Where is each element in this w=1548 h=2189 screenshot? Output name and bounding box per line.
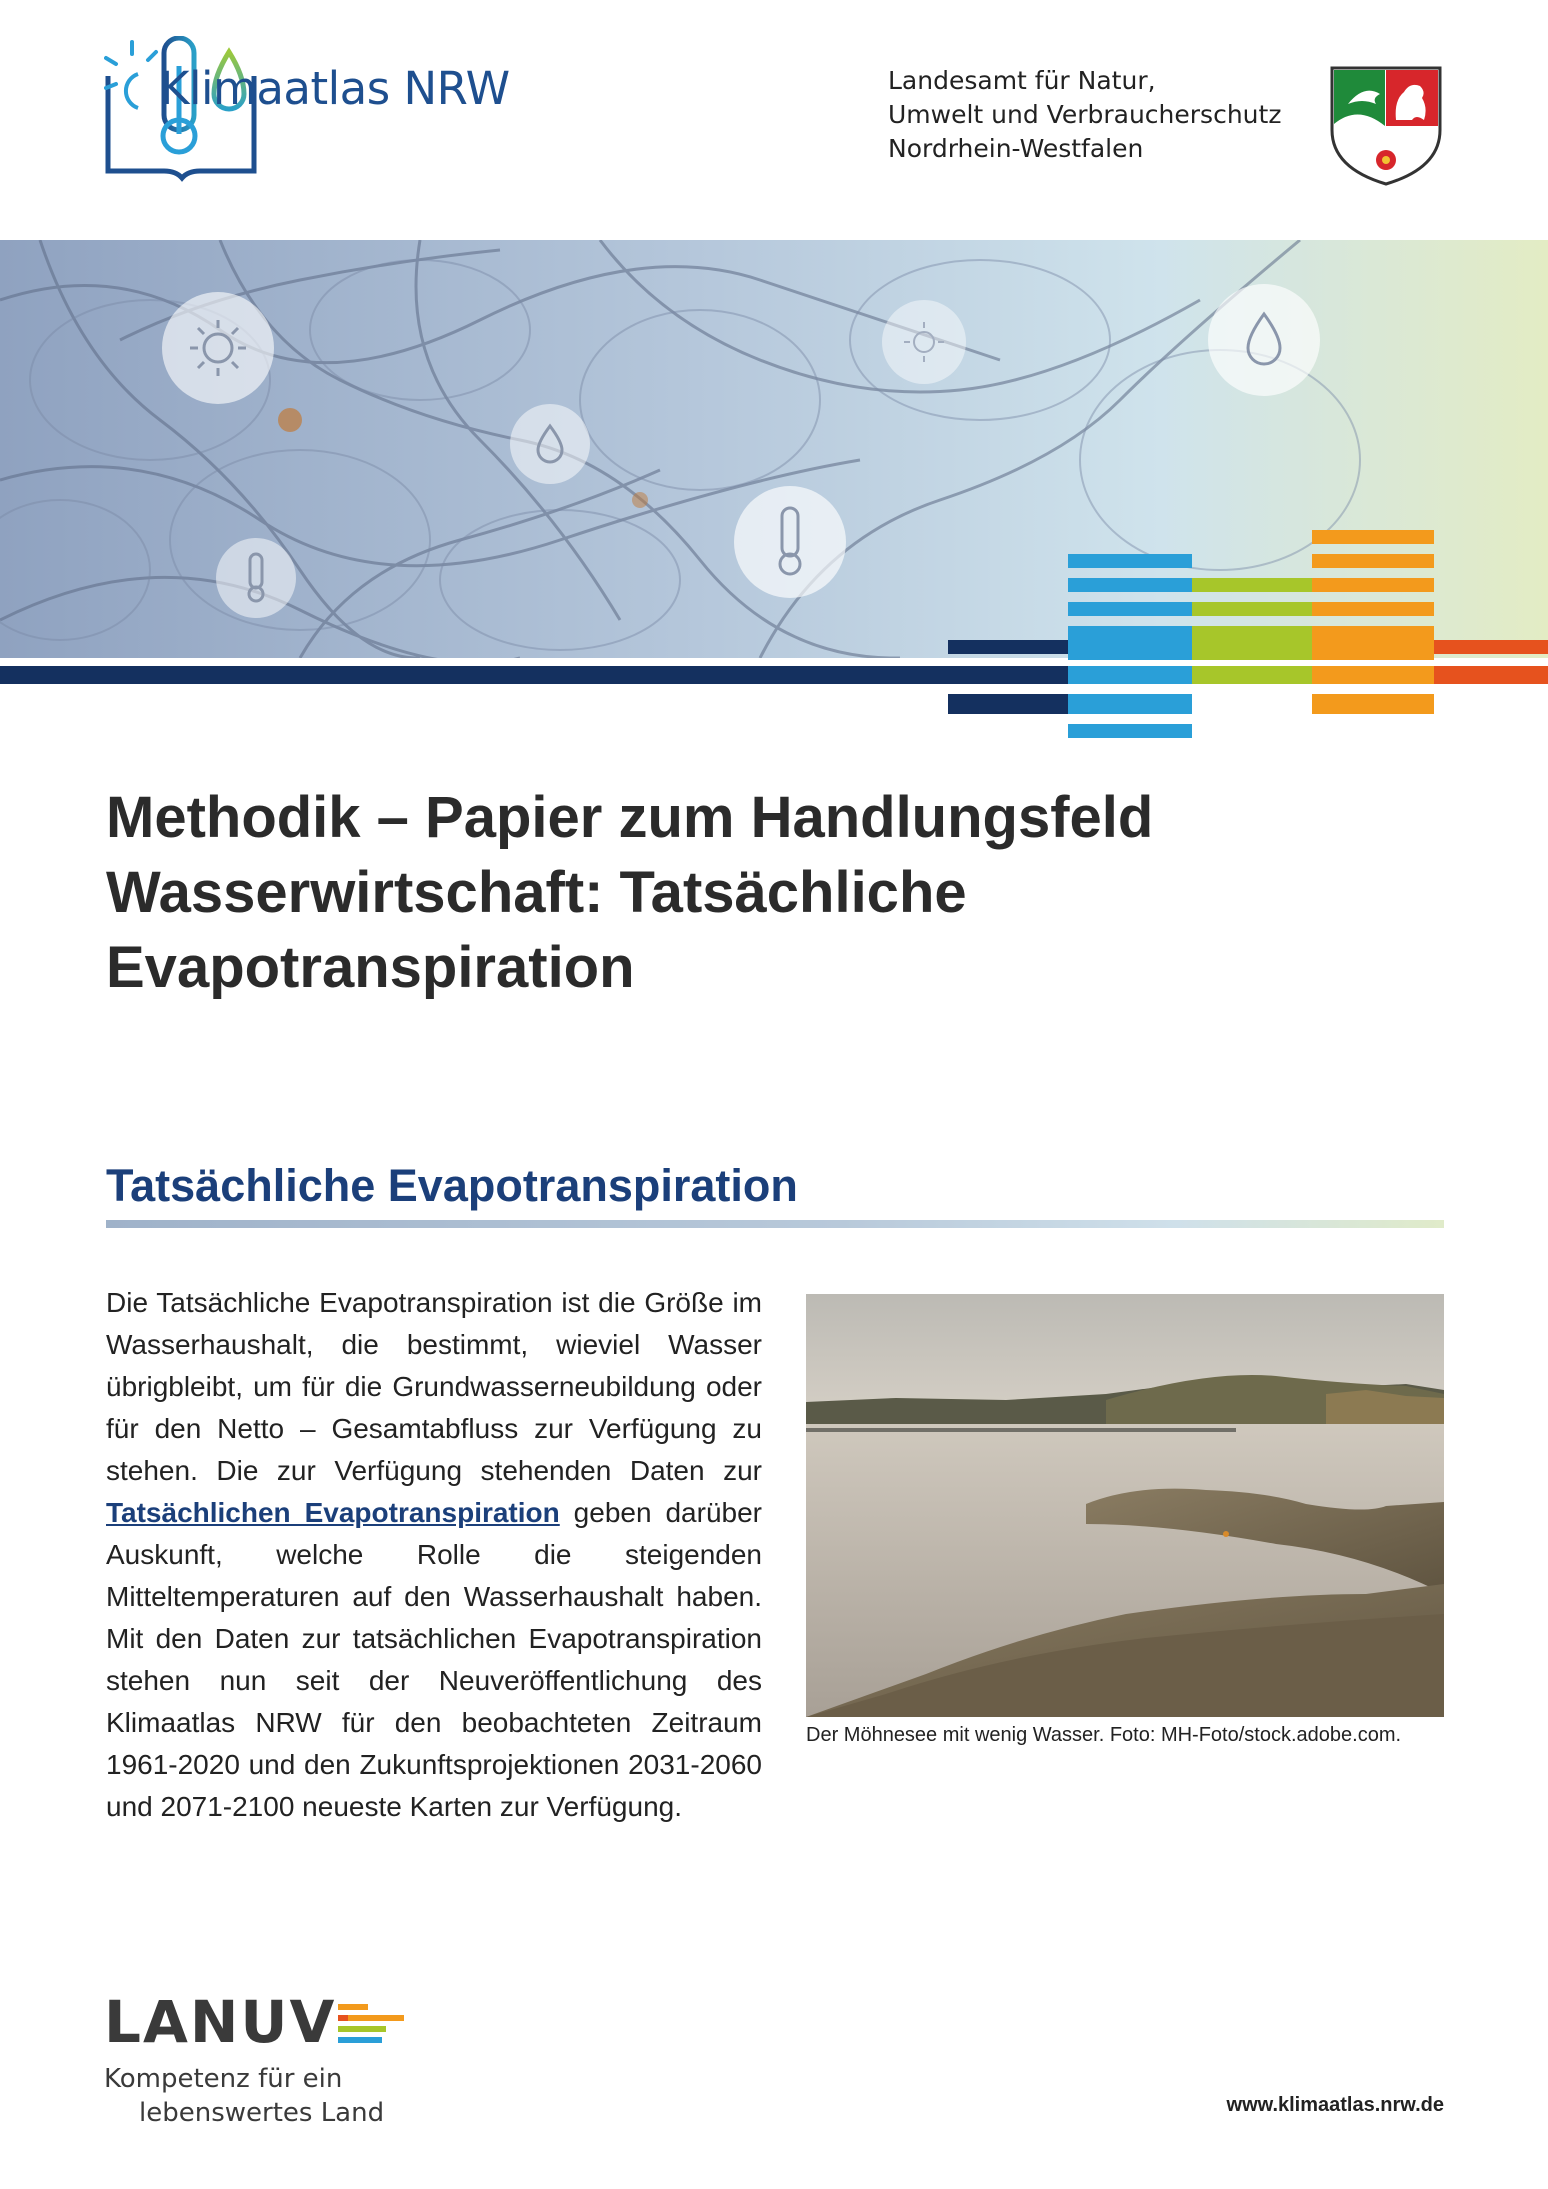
title-line: Wasserwirtschaft: Tatsächliche [106, 860, 967, 925]
lake-photo-image [806, 1294, 1444, 1717]
evapotranspiration-link[interactable]: Tatsächlichen Evapotranspiration [106, 1497, 560, 1528]
photo-caption: Der Möhnesee mit wenig Wasser. Foto: MH-Foto/stock.adobe.com. [806, 1724, 1402, 1746]
lake-photo [806, 1294, 1444, 1717]
sun-icon [882, 300, 966, 384]
agency-line: Landesamt für Natur, [888, 66, 1156, 95]
agency-line: Nordrhein-Westfalen [888, 134, 1144, 163]
paragraph-text: Die Tatsächliche Evapotranspiration ist die Größe im Wasserhaushalt, die bestimmt, wieviel Wasser übrigbleibt, um für die Grundwasserneubildung oder für den Netto – Gesamtabfluss zur Verfügung zu stehen. Die zur Verfügung stehenden Daten zur [106, 1287, 762, 1486]
paragraph-text: geben darüber Auskunft, welche Rolle die steigenden Mitteltemperaturen auf den Wasserhaushalt haben. Mit den Daten zur tatsächlichen Evapotranspiration stehen nun seit der Neuveröffentlichung des Klimaatlas NRW für den beobachteten Zeitraum 1961-2020 und den Zukunftsprojektionen 2031-2060 und 2071-2100 neueste Karten zur Verfügung. [106, 1497, 762, 1822]
tagline-line: Kompetenz für ein [104, 2064, 343, 2094]
website-link[interactable]: www.klimaatlas.nrw.de [1226, 2094, 1444, 2116]
hero-banner [0, 240, 1548, 660]
title-line: Evapotranspiration [106, 935, 635, 1000]
brand-stripes-bottom [0, 700, 1548, 740]
section-paragraph [106, 1282, 762, 1828]
lanuv-logo-icon [338, 2004, 404, 2044]
sun-icon [162, 292, 274, 404]
tagline-line: lebenswertes Land [139, 2098, 385, 2128]
section-divider [106, 1220, 1444, 1228]
water-drop-icon [1208, 284, 1320, 396]
document-title [106, 780, 1466, 1005]
water-drop-icon [510, 404, 590, 484]
title-line: Methodik – Papier zum Handlungsfeld [106, 785, 1154, 850]
nrw-coat-of-arms-icon [1328, 64, 1444, 186]
agency-line: Umwelt und Verbraucherschutz [888, 100, 1282, 129]
lanuv-tagline [104, 2062, 384, 2130]
klimaatlas-logo-text: Klimaatlas NRW [160, 62, 510, 115]
section-heading: Tatsächliche Evapotranspiration [106, 1160, 798, 1211]
lanuv-logo-text: LANUV [104, 1988, 337, 2056]
agency-name [888, 64, 1281, 166]
brand-stripes-lower [0, 640, 1548, 700]
